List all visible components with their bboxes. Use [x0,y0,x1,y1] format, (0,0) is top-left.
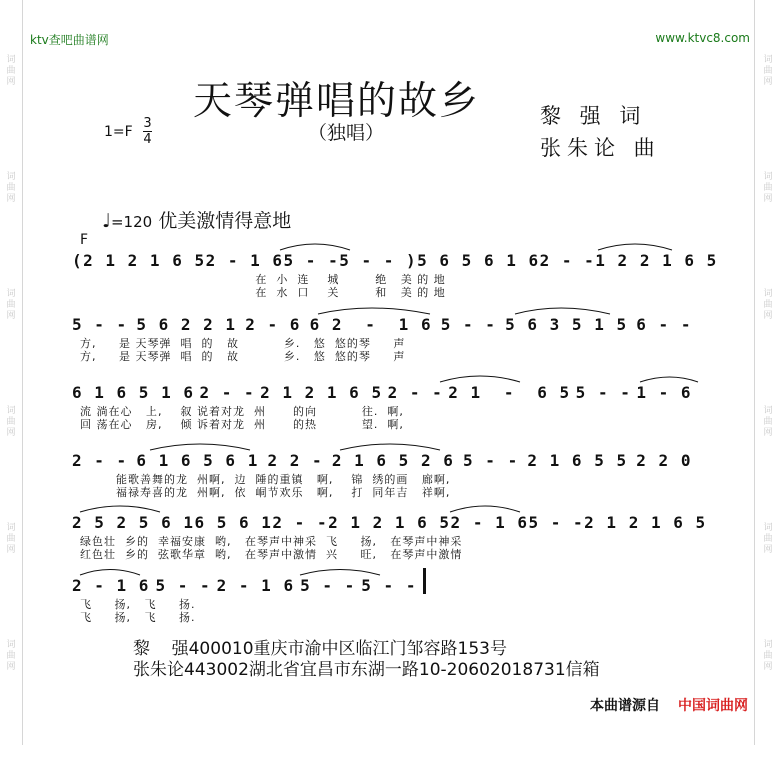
measure: 2 5 2 5 6 1 [72,513,195,532]
measure: 5 - - [300,576,356,595]
chord-symbol: F [80,232,89,248]
measure: 5 - - [155,576,212,595]
measure: 2 - - [272,513,329,532]
site-url-right[interactable]: www.ktvc8.com [655,31,750,45]
lyricist-credit: 黎 强 词 [540,104,647,128]
measure: 2 1 2 1 6 5 [260,383,383,402]
key-signature: 1=F [104,124,133,140]
measure: 6 1 6 5 6 1 [136,451,259,470]
measure: 5 - - [283,251,340,270]
measure: 2 - 1 6 [216,576,295,595]
measure: 1 - 6 [636,383,692,402]
tempo-marking [102,206,291,233]
lyric-verse-2: 飞 扬, 飞 扬. [80,611,196,624]
score-row-1 [72,251,718,299]
measure: 2 1 6 5 5 [527,451,628,470]
score-row-2 [72,315,692,363]
time-signature [143,116,152,147]
song-subtitle: （独唱） [308,122,385,144]
measure: 2 - - [199,383,256,402]
measure: 2 2 - [267,451,324,470]
score-row-5 [72,513,707,561]
measure: 6 5 6 1 [194,513,273,532]
measure: 5 - - [440,315,497,334]
measure: 2 - 6 [245,315,301,334]
quarter-note-icon: ♩ [102,210,111,232]
measure: 2 - 1 6 [72,576,150,595]
right-watermark: 词 曲 网 词 曲 网 词 曲 网 词 曲 网 词 曲 网 词 曲 网 [763,55,773,672]
lyric-verse-2: 在 水 口 关 和 美 的 地 [80,286,446,299]
source-footer [590,695,748,715]
notes-line [72,315,692,337]
final-barline [423,568,426,594]
measure: 2 1 2 1 6 5 [328,513,451,532]
lyric-verse-1: 绿色壮 乡的 幸福安康 哟, 在琴声中神采 飞 扬, 在琴声中神采 [80,535,463,548]
measure: 6 - - [636,315,692,334]
measure: 5 - - [575,383,632,402]
lyric-verse-1: 流 淌在心 上, 叙 说着对龙 州 的向 往. 啊, [80,405,404,418]
measure: 5 6 5 6 1 6 [417,251,540,270]
measure: 5 6 3 5 1 5 [505,315,628,334]
left-watermark: 词 曲 网 词 曲 网 词 曲 网 词 曲 网 词 曲 网 词 曲 网 [6,55,16,672]
lyric-verse-2: 红色壮 乡的 弦歌华章 哟, 在琴声中激情 兴 旺, 在琴声中激情 [80,548,463,561]
lyric-verse-2: 福禄寿喜的龙 州啊, 依 峒节欢乐 啊, 打 同年吉 祥啊, [80,486,451,499]
measure: 5 - - [463,451,519,470]
lyric-verse-1: 方, 是 天琴弹 唱 的 故 乡. 悠 悠的琴 声 [80,337,406,350]
measure: 1 2 2 1 6 5 [595,251,718,270]
measure: 2 1 2 1 6 5 [584,513,707,532]
measure: 2 2 0 [636,451,692,470]
notes-line [72,451,692,473]
notes-line [72,383,692,405]
measure: 6 1 6 5 1 6 [72,383,195,402]
measure: 2 1 6 5 2 6 [331,451,455,470]
expression-marking: 优美激情得意地 [158,210,292,232]
time-top: 3 [143,116,152,131]
notes-line [72,576,417,598]
source-label: 本曲谱源自 [590,698,660,714]
measure: 6 2 - 1 6 [309,315,433,334]
score-row-6 [72,576,417,624]
notes-line [72,251,718,273]
score-row-4 [72,451,692,499]
measure: 2 - - [72,451,128,470]
measure: 5 - - ) [339,251,418,270]
site-name-left[interactable]: ktv查吧曲谱网 [30,33,109,47]
measure: 2 - - [387,383,444,402]
measure: 5 - - [528,513,585,532]
score-row-3 [72,383,692,431]
lyricist-address: 黎 强400010重庆市渝中区临江门邹容路153号 [133,639,507,659]
measure: 5 6 2 2 1 [136,315,237,334]
lyric-verse-2: 方, 是 天琴弹 唱 的 故 乡. 悠 悠的琴 声 [80,350,406,363]
source-brand-link[interactable]: 中国词曲网 [678,698,748,714]
song-title: 天琴弹唱的故乡 [193,79,481,124]
measure: 5 - - [361,576,417,595]
measure: 2 - 1 6 [205,251,284,270]
lyric-verse-1: 在 小 连 城 绝 美 的 地 [80,273,446,286]
measure: 2 - - [539,251,596,270]
lyric-verse-1: 能歌善舞的龙 州啊, 边 陲的重镇 啊, 锦 绣的画 廊啊, [80,473,451,486]
composer-credit: 张朱论 曲 [540,136,661,160]
composer-address: 张朱论443002湖北省宜昌市东湖一路10-20602018731信箱 [133,660,600,680]
lyric-verse-1: 飞 扬, 飞 扬. [80,598,196,611]
lyric-verse-2: 回 荡在心 房, 倾 诉着对龙 州 的热 望. 啊, [80,418,404,431]
tempo-bpm: =120 [110,213,153,231]
notes-line [72,513,707,535]
measure: 2 - 1 6 [450,513,529,532]
time-bottom: 4 [143,132,152,147]
measure: (2 1 2 1 6 5 [72,251,206,270]
measure: 5 - - [72,315,128,334]
measure: 2 1 - 6 5 [448,383,571,402]
